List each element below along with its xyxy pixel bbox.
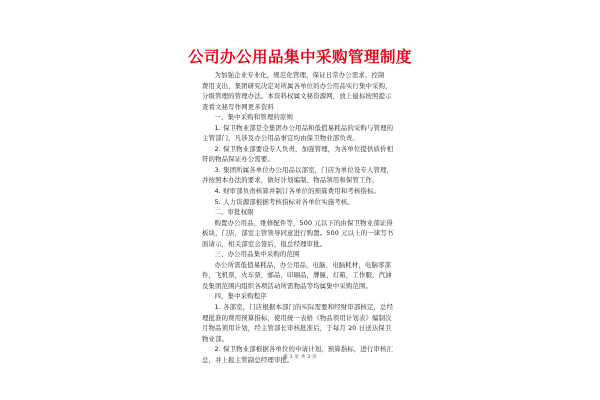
paragraph-line: 板块，门店，部室主管领导同意进行购置。500 元以上的一律写书: [202, 229, 394, 238]
paragraph-line: 2. 保卫物业部要设专人负责，加强管理，为各单位提供质价相: [214, 144, 394, 153]
paragraph-line: 面请示，相关部室会签后，报总经理审批。: [202, 239, 327, 248]
paragraph-line: 月物品领用计划，经主管部长审核批准后，于每月 20 日送达保卫: [202, 324, 392, 333]
paragraph-line: 费用支出，集团研究决定对所属各单位的办公用品实行集中采购，: [202, 81, 392, 90]
page-footer: 第 1 页 共 3 页: [283, 355, 317, 360]
paragraph-line: 购置办公用品，维修配件等，500 元以下的由保卫物业部证得: [214, 218, 393, 227]
paragraph-line: 四、集中采购程序: [214, 292, 267, 301]
paragraph-line: 二、审批权限: [214, 208, 254, 217]
paragraph-line: 并按照本办法的要求，做好计划编制、物品领用和保管工作，: [202, 176, 379, 185]
paragraph-line: 1. 各部室，门店根据本部门的实际需要和经财审部核定，总经: [214, 303, 394, 312]
paragraph-line: 3. 集团所属各单位办公用品以部室，门店为单位设专人管理，: [214, 165, 394, 174]
paragraph-line: 主管部门，凡涉及办公用品事宜均由保卫物业部负责。: [202, 134, 359, 143]
paragraph-line: 办公所需低值易耗品，办公用品，电脑，电脑耗材，电脑零部: [214, 260, 392, 269]
paragraph-line: 件，飞机票，火车票，邮品，印刷品，牌匾，灯箱，工作服，汽油: [202, 271, 392, 280]
paragraph-line: 1. 保卫物业部是全集团办公用品和低值易耗品的采购与管理的: [214, 123, 394, 132]
paragraph-line: 及集团范围内组织各项活动所需物品等均属集中采购范围。: [202, 281, 373, 290]
paragraph-line: 符的物品保证办公需要。: [202, 155, 274, 164]
paragraph-line: 三、办公用品集中采购的范围: [214, 250, 300, 259]
document-body: [202, 70, 412, 365]
paragraph-line: 4. 财审部负责核算并制订各单位的预算费用和考核指标。: [214, 187, 381, 196]
paragraph-line: 理批准的费用预算指标，使用统一表格《物品领用计划表》编制次: [202, 313, 392, 322]
paragraph-line: 总，并上报主管副总经理审批。: [202, 355, 294, 364]
paragraph-line: 一、集中采购和管理的原则: [214, 113, 293, 122]
paragraph-line: 5. 人力资源部根据考核指标对各单位实施考核。: [214, 197, 354, 206]
document-title: 公司办公用品集中采购管理制度: [187, 48, 412, 66]
paragraph-line: 查看文秘写作网更多资料: [202, 102, 274, 111]
paragraph-line: 物业部。: [202, 334, 229, 343]
paragraph-line: 2. 保卫物业部根据各单位的申请计划，预算指标，进行审核汇: [214, 345, 394, 354]
paragraph-line: 为加强企业专业化，规范化管理，保证日常办公需求，控制: [214, 71, 385, 79]
paragraph-line: 分级管理的管理办法。本资料权属文秘资源网，放上鼠标按照提示: [202, 92, 392, 101]
